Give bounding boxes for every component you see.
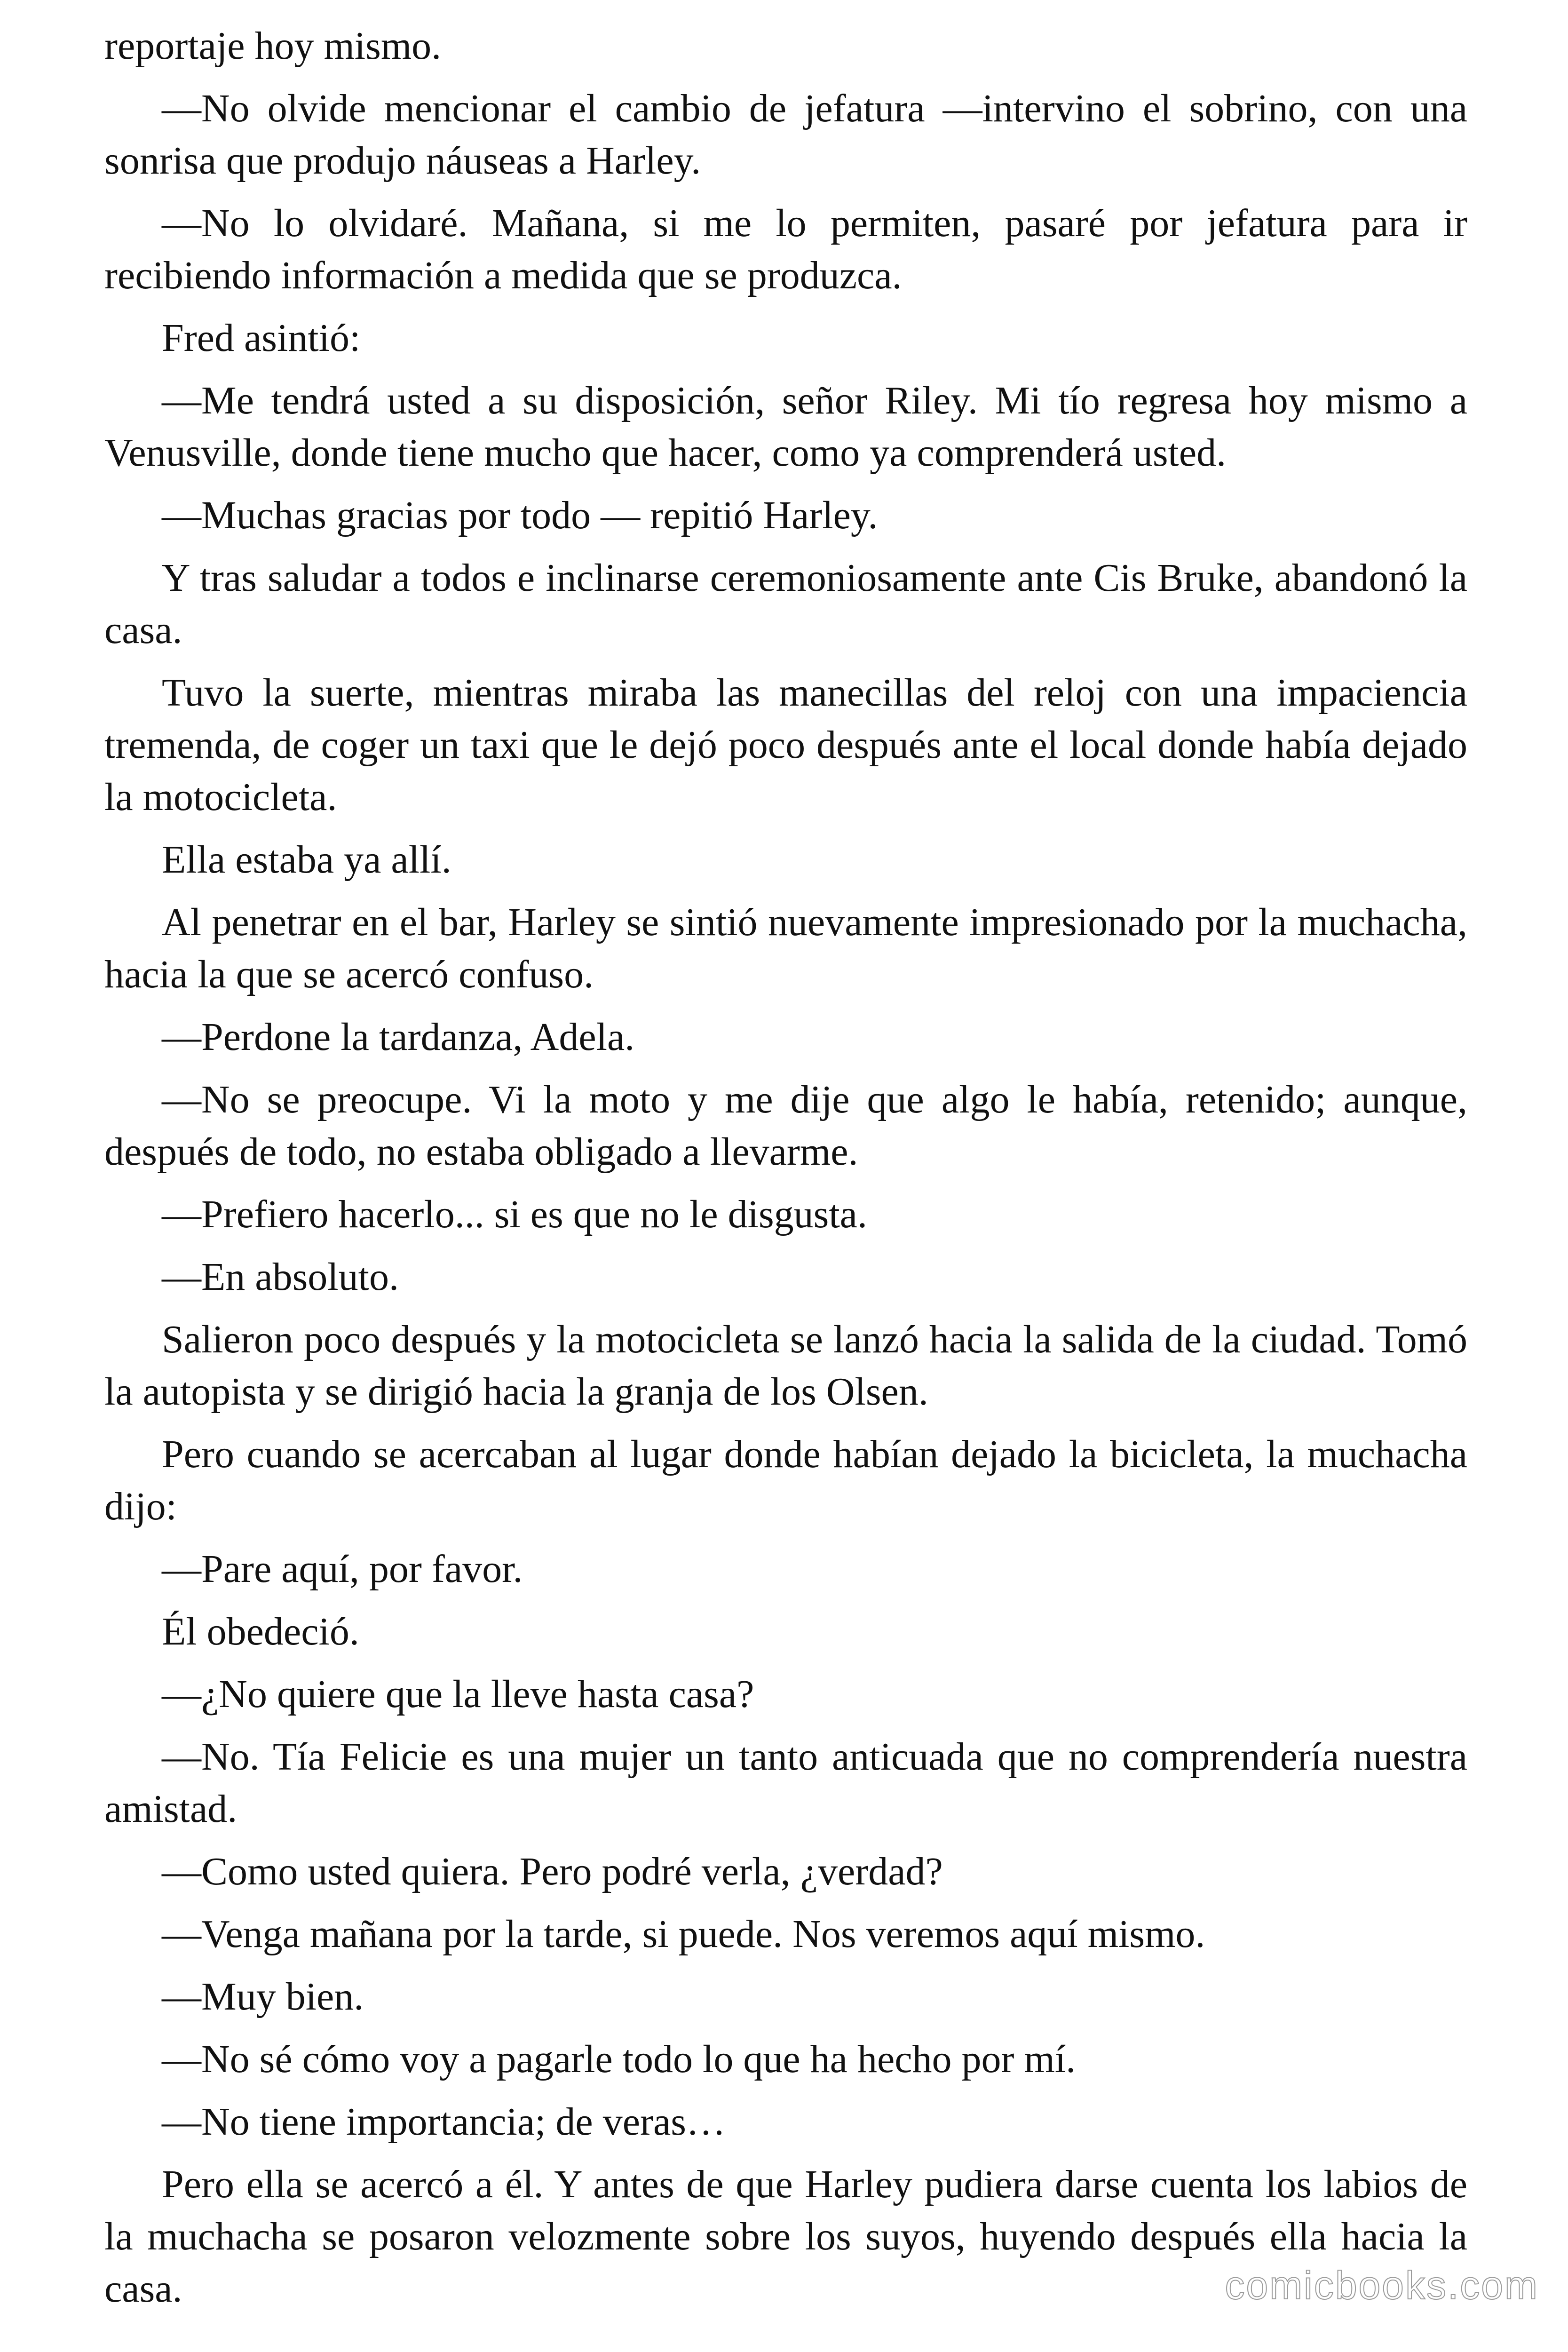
paragraph: Pero ella se acercó a él. Y antes de que Harley pudiera darse cuenta los labios de la muchacha se posaron velozmente sobre los suyos, huyendo después ella hacia la casa. <box>104 2162 1467 2311</box>
paragraph: —No olvide mencionar el cambio de jefatura —intervino el sobrino, con una sonrisa que produjo náuseas a Harley. <box>104 87 1467 183</box>
paragraph: —¿No quiere que la lleve hasta casa? <box>162 1672 754 1716</box>
text-column <box>104 20 1467 2325</box>
paragraph: —Pare aquí, por favor. <box>162 1547 523 1591</box>
paragraph: —En absoluto. <box>162 1255 399 1299</box>
paragraph-continuation: reportaje hoy mismo. <box>104 24 442 68</box>
paragraph: Tuvo la suerte, mientras miraba las manecillas del reloj con una impaciencia tremenda, de coger un taxi que le dejó poco después ante el local donde había dejado la motocicleta. <box>104 671 1467 819</box>
paragraph: —No lo olvidaré. Mañana, si me lo permiten, pasaré por jefatura para ir recibiendo información a medida que se produzca. <box>104 201 1467 297</box>
paragraph: —No se preocupe. Vi la moto y me dije que algo le había, retenido; aunque, después de todo, no estaba obligado a llevarme. <box>104 1078 1467 1174</box>
paragraph: Pero cuando se acercaban al lugar donde habían dejado la bicicleta, la muchacha dijo: <box>104 1432 1467 1528</box>
paragraph: —Me tendrá usted a su disposición, señor Riley. Mi tío regresa hoy mismo a Venusville, donde tiene mucho que hacer, como ya comprenderá usted. <box>104 379 1467 475</box>
paragraph: Fred asintió: <box>162 316 361 360</box>
paragraph: Ella estaba ya allí. <box>162 838 451 882</box>
paragraph: —Venga mañana por la tarde, si puede. Nos veremos aquí mismo. <box>162 1912 1205 1956</box>
paragraph: —No tiene importancia; de veras… <box>162 2100 726 2144</box>
paragraph: —Muchas gracias por todo — repitió Harley. <box>162 493 878 537</box>
paragraph: Y tras saludar a todos e inclinarse ceremoniosamente ante Cis Bruke, abandonó la casa. <box>104 556 1467 652</box>
paragraph: —No sé cómo voy a pagarle todo lo que ha hecho por mí. <box>162 2037 1076 2081</box>
paragraph: —Prefiero hacerlo... si es que no le disgusta. <box>162 1192 867 1236</box>
paragraph: —Perdone la tardanza, Adela. <box>162 1015 635 1059</box>
paragraph: —Como usted quiera. Pero podré verla, ¿verdad? <box>162 1850 943 1893</box>
watermark: comicbooks.com <box>1225 2263 1539 2307</box>
paragraph: —Muy bien. <box>162 1975 364 2018</box>
paragraph: Al penetrar en el bar, Harley se sintió nuevamente impresionado por la muchacha, hacia la que se acercó confuso. <box>104 900 1467 996</box>
paragraph: Salieron poco después y la motocicleta se lanzó hacia la salida de la ciudad. Tomó la autopista y se dirigió hacia la granja de los Olsen. <box>104 1318 1467 1414</box>
paragraph: Él obedeció. <box>162 1610 359 1653</box>
paragraph: —No. Tía Felicie es una mujer un tanto anticuada que no comprendería nuestra amistad. <box>104 1735 1467 1831</box>
